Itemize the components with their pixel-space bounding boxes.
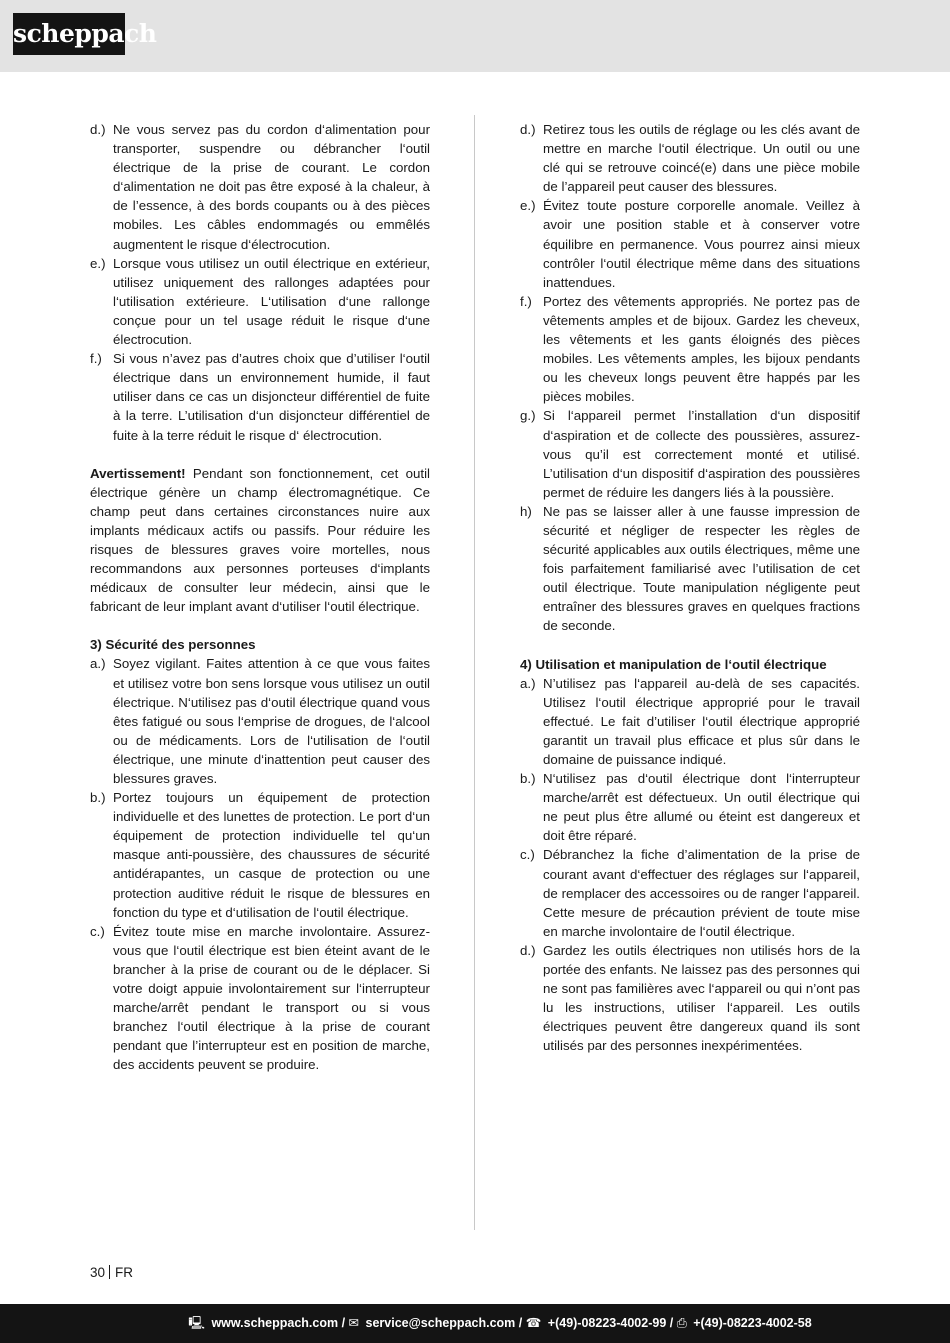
footer-email[interactable]: service@scheppach.com / (365, 1316, 523, 1330)
item-label: b.) (520, 771, 536, 787)
item-label: a.) (520, 675, 536, 691)
section-heading: 4) Utilisation et manipulation de l‘outil électrique (520, 656, 827, 672)
list-item (520, 674, 860, 769)
left-column (90, 120, 430, 1075)
list-item (520, 120, 860, 196)
list-item (90, 254, 430, 349)
list-item (520, 769, 860, 845)
section-heading: 3) Sécurité des personnes (90, 637, 256, 653)
envelope-icon: ✉ (348, 1316, 360, 1330)
list-item (520, 941, 860, 1056)
item-text: Portez des vêtements appropriés. Ne portez pas de vêtements amples et de bijoux. Gardez les cheveux, les vêtements et les gants éloignés des pièces mobiles. Les vêtements amples, les bijoux pendants ou les cheveux longs peuvent être happés par les pièces mobiles. (543, 293, 860, 405)
item-text: Si l‘appareil permet l’installation d‘un dispositif d‘aspiration et de collecte des poussières, assurez-vous qu’il est correctement monté et utilisé. L’utilisation d‘un dispositif d‘aspiration des poussières permet de réduire les dangers liés à la poussière. (543, 408, 860, 500)
item-text: Portez toujours un équipement de protection individuelle et des lunettes de protection. Le port d‘un équipement de protection individuelle tel qu‘un masque anti-poussière, des chaussures de sécurité antidérapantes, un casque de protection ou une protection auditive réduit le risque de blessures en fonction du type et d‘utilisation de l‘outil électrique. (113, 790, 430, 920)
item-label: g.) (520, 408, 536, 424)
item-label: c.) (520, 847, 535, 863)
item-label: d.) (90, 122, 106, 137)
brand-logo: scheppach (13, 13, 125, 55)
phone-icon: ☎ (525, 1316, 542, 1330)
list-item (520, 845, 860, 940)
warning-label: Avertissement! (90, 465, 186, 481)
list-item (520, 406, 860, 501)
footer-fax: +(49)-08223-4002-58 (693, 1316, 812, 1330)
item-text: N‘utilisez pas d‘outil électrique dont l‘interrupteur marche/arrêt est défectueux. Un outil électrique qui ne peut plus être allumé ou éteint est dangereux et doit être réparé. (543, 771, 860, 844)
footer-website[interactable]: www.scheppach.com / (211, 1316, 346, 1330)
column-divider (474, 115, 475, 1230)
page-separator (109, 1265, 110, 1279)
item-text: Gardez les outils électriques non utilisés hors de la portée des enfants. Ne laissez pas des personnes qui ne sont pas familières avec l‘appareil ou qui n’ont pas lu les instructions, utiliser l‘appareil. Les outils électriques peuvent être dangereux quand ils sont utilisés par des personnes inexpérimentées. (543, 942, 860, 1054)
item-label: f.) (520, 293, 532, 309)
item-label: e.) (520, 198, 536, 214)
item-text: Évitez toute posture corporelle anomale. Veillez à avoir une position stable et à conserver votre équilibre en permanence. Vous pourrez ainsi mieux contrôler l‘outil électrique même dans des situations inattendues. (543, 198, 860, 290)
item-text: Évitez toute mise en marche involontaire. Assurez-vous que l‘outil électrique est bien éteint avant de le brancher à la prise de courant ou de le déplacer. Si votre doigt appuie involontairement sur l‘interrupteur marche/arrêt pendant le transport ou si vous branchez l‘outil électrique à la prise de courant pendant que l’interrupteur est en position de marche, des accidents peuvent se produire. (113, 923, 430, 1073)
list-item (90, 922, 430, 1075)
item-label: h) (520, 503, 532, 519)
list-item (90, 788, 430, 922)
page-number-value: 30 (90, 1265, 106, 1280)
item-label: d.) (520, 122, 536, 137)
item-label: c.) (90, 923, 105, 939)
computer-icon: 🖳 (188, 1316, 205, 1330)
warning-text: Pendant son fonctionnement, cet outil électrique génère un champ électromagnétique. Ce champ peut dans certaines circonstances nuire aux implants médicaux actifs ou passifs. Pour réduire les risques de blessures graves voire mortelles, nous recommandons aux personnes porteuses d‘implants médicaux de consulter leur médecin, ainsi que le fabricant de leur implant avant d‘utiliser l‘outil électrique. (90, 465, 430, 615)
page-number (90, 1265, 133, 1280)
list-item (90, 349, 430, 444)
list-item (90, 654, 430, 788)
page-footer (0, 1304, 950, 1343)
item-text: Si vous n’avez pas d’autres choix que d’utiliser l‘outil électrique dans un environnement humide, il faut utiliser dans ce cas un disjoncteur différentiel de fuite à la terre. L’utilisation d‘un disjoncteur différentiel de fuite à la terre réduit le risque d‘ électrocution. (113, 351, 430, 443)
item-label: e.) (90, 255, 106, 271)
page-header (0, 0, 950, 72)
list-item (520, 196, 860, 291)
item-text: Soyez vigilant. Faites attention à ce que vous faites et utilisez votre bon sens lorsque vous utilisez un outil électrique. N‘utilisez pas d‘outil électrique quand vous êtes fatigué ou sous l‘emprise de drogues, de l‘alcool ou de médicaments. Lors de l‘utilisation de l‘outil électrique, une minute d‘inattention peut causer des blessures graves. (113, 656, 430, 786)
warning-paragraph (90, 464, 430, 617)
right-column (520, 120, 860, 1056)
item-text: N’utilisez pas l‘appareil au-delà de ses capacités. Utilisez l‘outil électrique approprié pour le travail effectué. Le fait d’utiliser l‘outil électrique approprié garantit un travail plus efficace et plus sûr dans le domaine de puissance indiqué. (543, 675, 860, 767)
footer-phone: +(49)-08223-4002-99 / (547, 1316, 674, 1330)
item-text: Ne pas se laisser aller à une fausse impression de sécurité et négliger de respecter les règles de sécurité applicables aux outils électriques, même une fois parfaitement familiarisé avec l’utilisation de cet outil électrique. Toute manipulation négligente peut entraîner des blessures graves en quelques fractions de seconde. (543, 503, 860, 634)
item-label: a.) (90, 656, 106, 672)
page-language: FR (115, 1265, 134, 1280)
item-label: b.) (90, 790, 106, 806)
list-item (520, 502, 860, 636)
item-text: Retirez tous les outils de réglage ou les clés avant de mettre en marche l‘outil électrique. Un outil ou une clé qui se retrouve coincé(e) dans une pièce mobile de l’appareil peut causer des blessures. (543, 122, 860, 195)
list-item (90, 120, 430, 254)
item-label: d.) (520, 942, 536, 958)
item-text: Débranchez la fiche d’alimentation de la prise de courant avant d‘effectuer des réglages sur l‘appareil, de remplacer des accessoires ou de ranger l‘appareil. Cette mesure de précaution prévient de toute mise en marche involontaire de l‘outil électrique. (543, 847, 860, 939)
item-text: Ne vous servez pas du cordon d‘alimentation pour transporter, suspendre ou débrancher l‘outil électrique de la prise de courant. Le cordon d‘alimentation ne doit pas être exposé à la chaleur, à de l’essence, à des bords coupants ou à des pièces mobiles. Les câbles endommagés ou emmêlés augmentent le risque d‘électrocution. (113, 122, 430, 252)
item-label: f.) (90, 351, 102, 367)
list-item (520, 292, 860, 407)
fax-icon: ⎙ (676, 1316, 687, 1330)
item-text: Lorsque vous utilisez un outil électrique en extérieur, utilisez uniquement des rallonges adaptées pour l‘utilisation extérieure. L‘utilisation d‘une rallonge conçue pour un tel usage réduit le risque d‘une électrocution. (113, 255, 430, 348)
